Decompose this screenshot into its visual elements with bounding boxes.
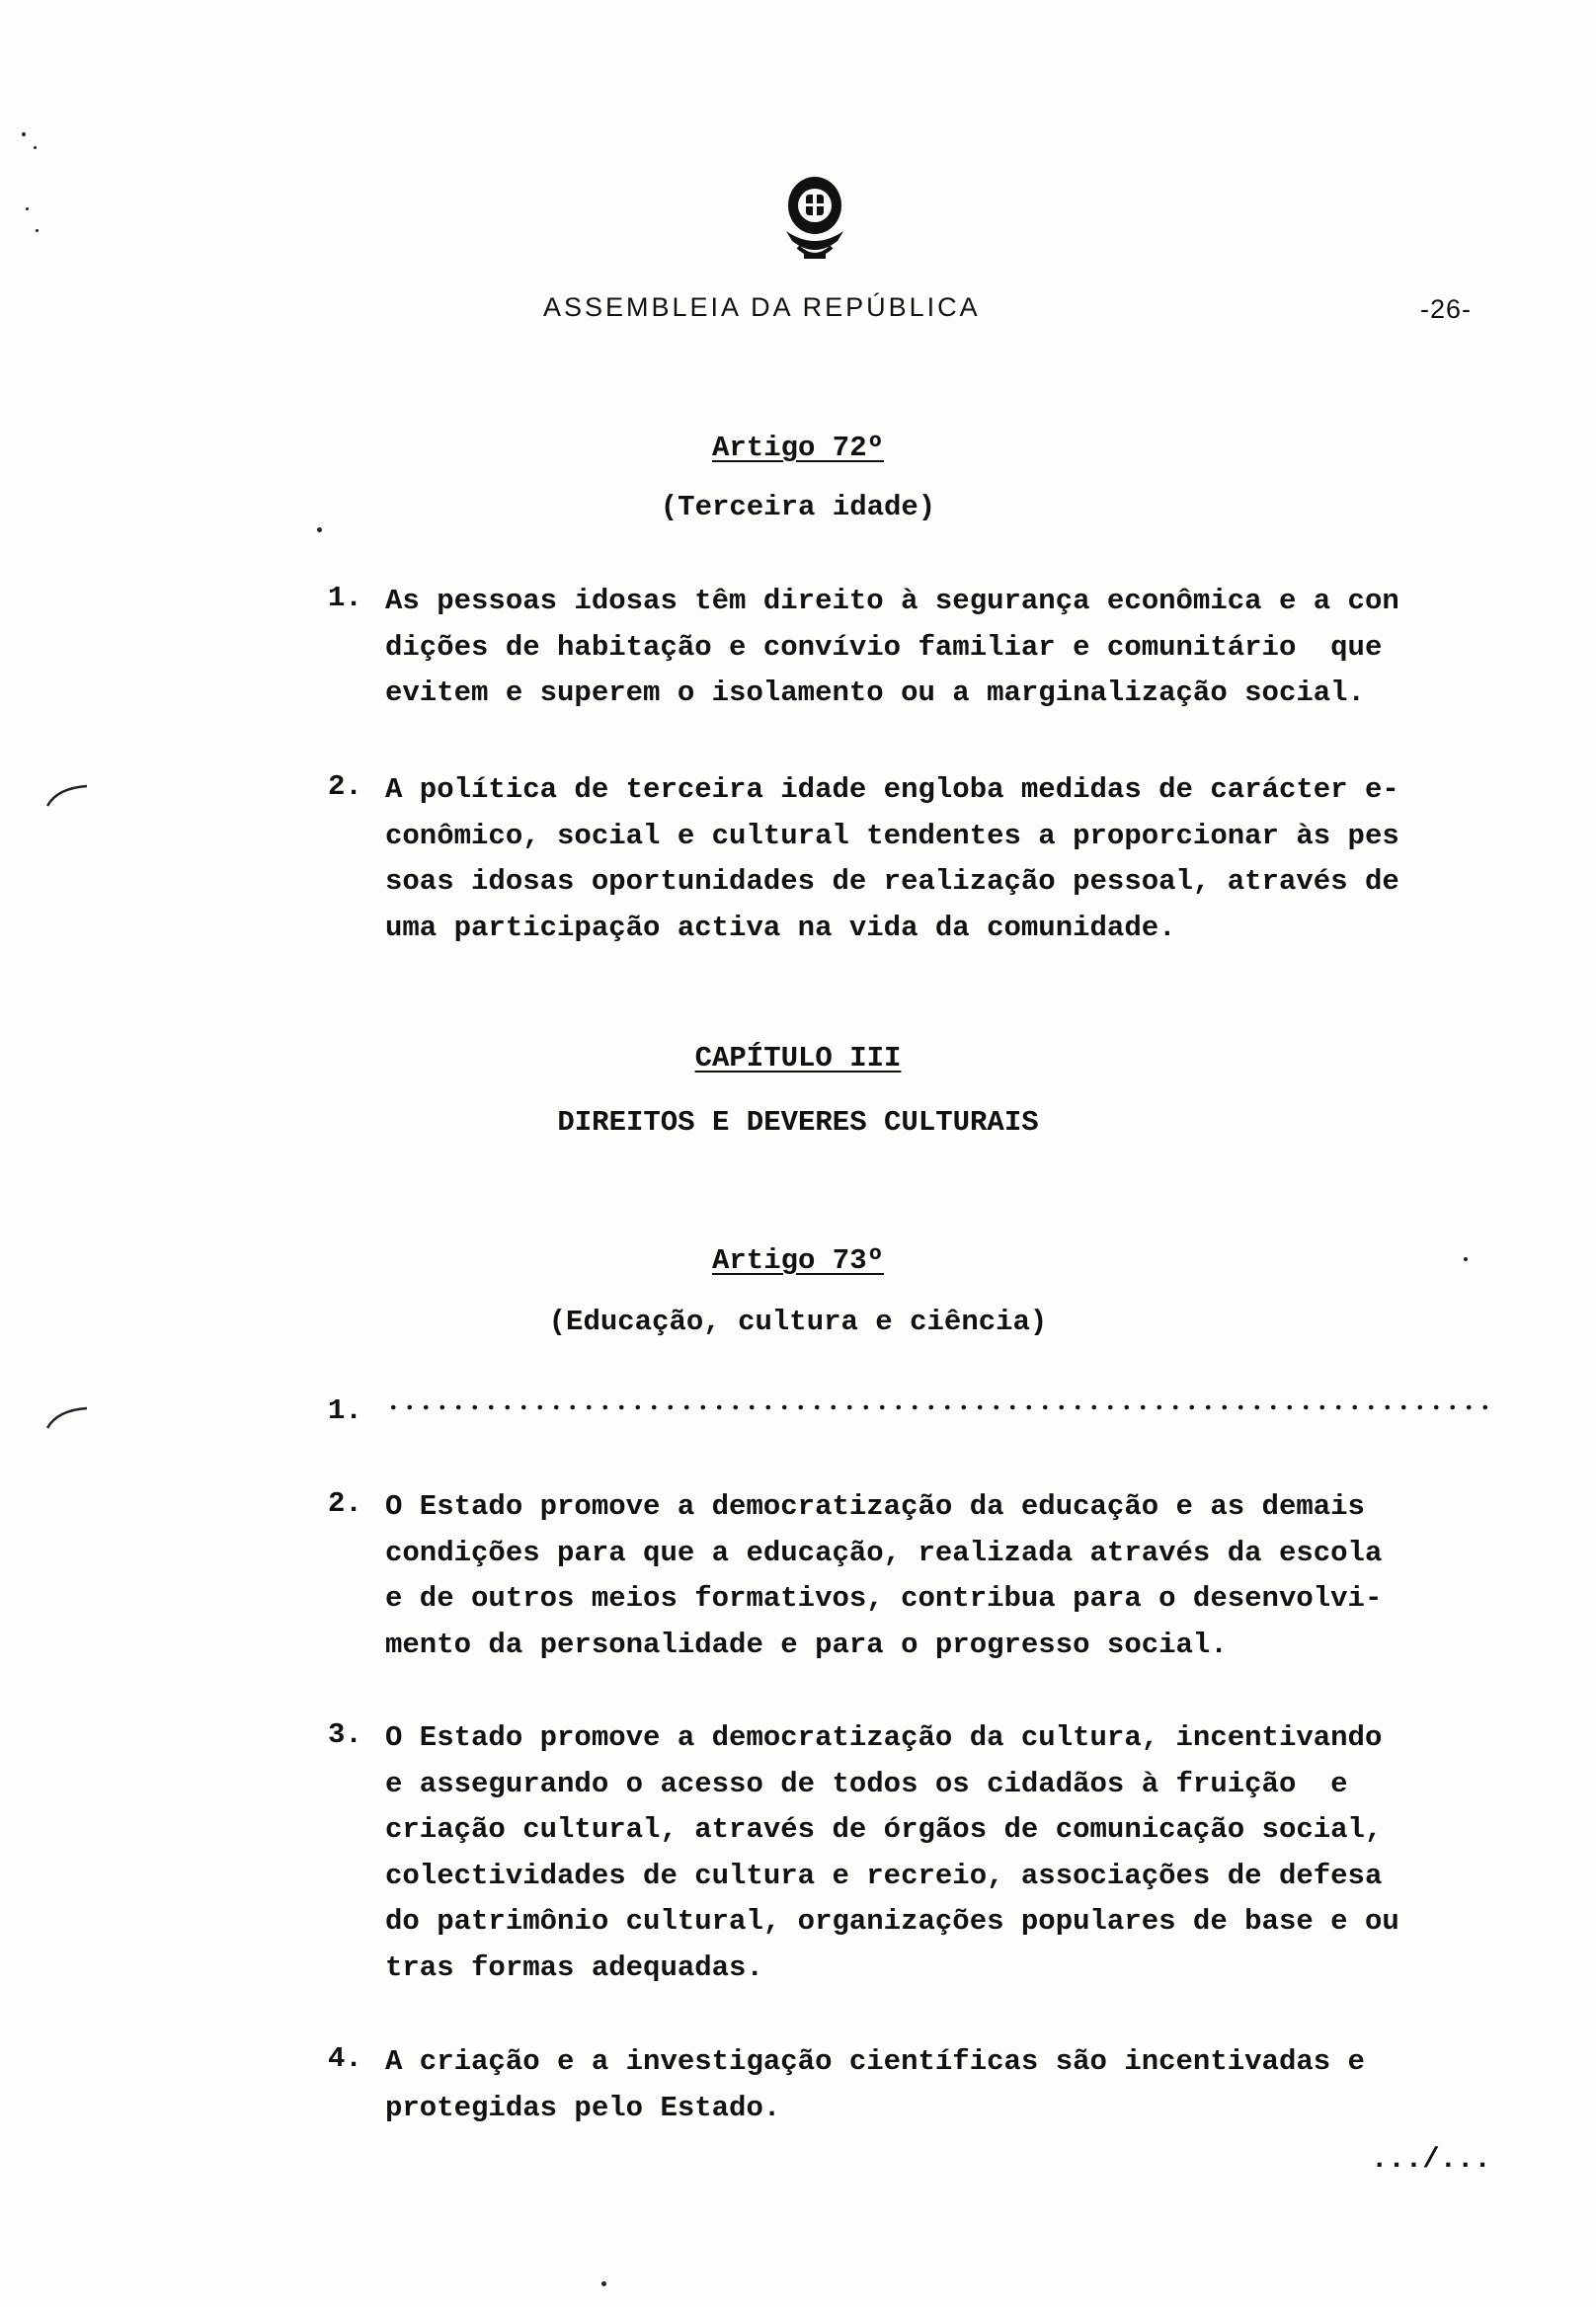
article-72-title: Artigo 72º xyxy=(711,432,885,464)
text-line: O Estado promove a democratização da cultura, incentivando xyxy=(385,1721,1383,1754)
article-73-item-4-text xyxy=(385,2039,1501,2131)
text-line: mento da personalidade e para o progresso social. xyxy=(385,1628,1228,1661)
text-line: O Estado promove a democratização da educação e as demais xyxy=(385,1490,1365,1523)
institution-title: ASSEMBLEIA DA REPÚBLICA xyxy=(543,292,981,322)
article-73-item-2-number: 2. xyxy=(328,1487,362,1520)
scan-speck xyxy=(34,146,37,149)
article-73-item-4-number: 4. xyxy=(328,2042,362,2075)
scan-speck xyxy=(36,229,39,232)
text-line: As pessoas idosas têm direito à segurança econômica e a con xyxy=(385,585,1399,617)
article-73-item-3-number: 3. xyxy=(328,1718,362,1751)
continuation-marker: .../... xyxy=(1371,2143,1491,2176)
article-72-item-2-number: 2. xyxy=(328,770,362,803)
article-72-subtitle: (Terceira idade) xyxy=(660,491,936,523)
text-line: tras formas adequadas. xyxy=(385,1950,763,1984)
scan-speck xyxy=(601,2281,606,2286)
text-line: criação cultural, através de órgãos de comunicação social, xyxy=(385,1813,1383,1846)
text-line: evitem e superem o isolamento ou a marginalização social. xyxy=(385,676,1365,709)
scan-speck xyxy=(26,207,29,210)
text-line: uma participação activa na vida da comunidade. xyxy=(385,911,1176,944)
text-line: do patrimônio cultural, organizações populares de base e ou xyxy=(385,1905,1399,1938)
article-72-item-2-text xyxy=(385,767,1501,951)
article-73-item-1-number: 1. xyxy=(328,1394,362,1427)
text-line: protegidas pelo Estado. xyxy=(385,2091,781,2124)
text-line: A política de terceira idade engloba medidas de carácter e- xyxy=(385,773,1399,806)
article-72-item-1-number: 1. xyxy=(328,582,362,614)
article-73-item-2-text xyxy=(385,1484,1501,1668)
omitted-text-dotted-line xyxy=(385,1404,1499,1410)
scan-speck xyxy=(22,132,26,136)
text-line: e de outros meios formativos, contribua para o desenvolvi- xyxy=(385,1582,1383,1615)
text-line: condições para que a educação, realizada através da escola xyxy=(385,1536,1383,1569)
text-line: colectividades de cultura e recreio, associações de defesa xyxy=(385,1859,1383,1892)
article-73-title: Artigo 73º xyxy=(711,1244,885,1277)
text-line: soas idosas oportunidades de realização pessoal, através de xyxy=(385,865,1399,898)
text-line: e assegurando o acesso de todos os cidadãos à fruição e xyxy=(385,1767,1348,1800)
article-73-item-3-text xyxy=(385,1715,1501,1991)
article-72-item-1-text xyxy=(385,579,1501,717)
margin-mark-icon xyxy=(43,780,93,810)
article-73-subtitle: (Educação, cultura e ciência) xyxy=(548,1306,1048,1338)
margin-mark-icon xyxy=(43,1402,93,1432)
chapter-subtitle: DIREITOS E DEVERES CULTURAIS xyxy=(557,1106,1039,1139)
chapter-title: CAPÍTULO III xyxy=(694,1042,902,1074)
text-line: dições de habitação e convívio familiar e comunitário que xyxy=(385,630,1383,664)
text-line: A criação e a investigação científicas são incentivadas e xyxy=(385,2045,1365,2078)
coat-of-arms-icon xyxy=(780,168,849,275)
scan-speck xyxy=(1464,1257,1468,1261)
text-line: conômico, social e cultural tendentes a proporcionar às pes xyxy=(385,819,1399,852)
scan-speck xyxy=(317,527,322,532)
page-number: -26- xyxy=(1420,294,1473,324)
